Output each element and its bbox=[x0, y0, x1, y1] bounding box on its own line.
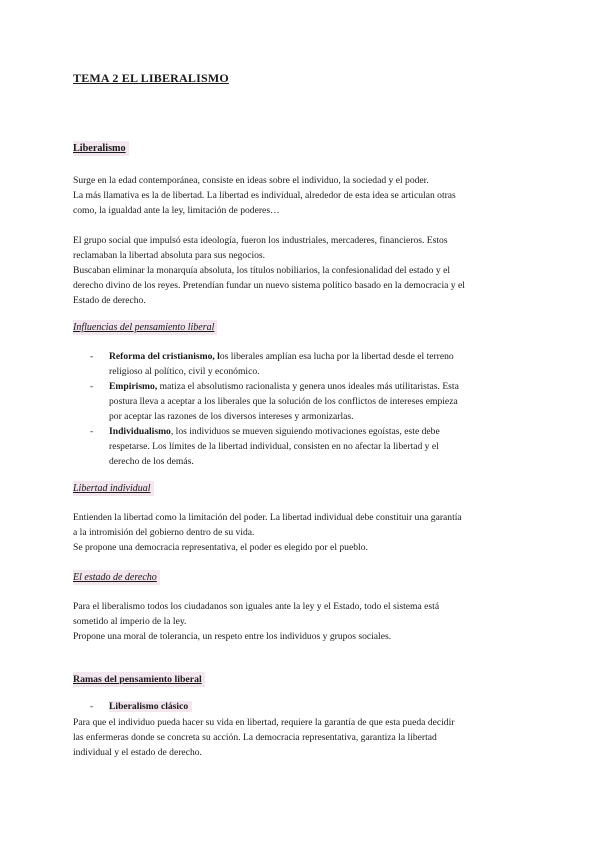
paragraph-ramas bbox=[73, 715, 528, 760]
heading-ramas: Ramas del pensamiento liberal bbox=[73, 672, 205, 687]
text-line: Surge en la edad contemporánea, consiste en ideas sobre el individuo, la sociedad y el poder. bbox=[73, 175, 429, 186]
heading-libertad-individual: Libertad individual bbox=[73, 481, 154, 496]
section-heading-liberalismo bbox=[73, 141, 528, 156]
paragraph-liberalismo-1 bbox=[73, 173, 528, 218]
bullet-text: religioso al político, civil y económico. bbox=[109, 366, 260, 377]
bullet-dash: - bbox=[90, 381, 94, 392]
text-line: Entienden la libertad como la limitación del poder. La libertad individual debe constituir una garantía bbox=[73, 512, 462, 523]
text-line: sometido al imperio de la ley. bbox=[73, 616, 187, 627]
list-item bbox=[90, 349, 530, 379]
bullet-text: postura lleva a aceptar a los liberales que la solución de los conflictos de intereses empieza bbox=[109, 396, 458, 407]
paragraph-liberalismo-2 bbox=[73, 233, 528, 308]
section-heading-libertad bbox=[73, 481, 528, 496]
bullet-term: Reforma del cristianismo, l bbox=[109, 351, 220, 362]
sub-heading-liberalismo-clasico bbox=[90, 699, 530, 714]
bullet-text: derecho de los demás. bbox=[109, 456, 194, 467]
text-line: individual y el estado de derecho. bbox=[73, 747, 202, 758]
section-heading-ramas bbox=[73, 672, 528, 687]
paragraph-libertad bbox=[73, 510, 528, 555]
bullet-term: Individualismo bbox=[109, 426, 171, 437]
paragraph-estado bbox=[73, 599, 528, 644]
list-item bbox=[90, 379, 530, 424]
list-item bbox=[90, 424, 530, 469]
text-line: a la intromisión del gobierno dentro de su vida. bbox=[73, 527, 255, 538]
bullet-text: , los individuos se mueven siguiendo motivaciones egoístas, este debe bbox=[170, 426, 440, 437]
text-line: Propone una moral de tolerancia, un respeto entre los individuos y grupos sociales. bbox=[73, 631, 392, 642]
bullet-text: respetarse. Los límites de la libertad individual, consisten en no afectar la libertad y el bbox=[109, 441, 439, 452]
text-line: Se propone una democracia representativa, el poder es elegido por el pueblo. bbox=[73, 542, 368, 553]
text-line: La más llamativa es la de libertad. La libertad es individual, alrededor de esta idea se articulan otras bbox=[73, 190, 456, 201]
text-line: Buscaban eliminar la monarquía absoluta, los títulos nobiliarios, la confesionalidad del estado y el bbox=[73, 265, 450, 276]
bullet-dash: - bbox=[90, 701, 94, 712]
liberalismo-clasico-label: Liberalismo clásico bbox=[109, 701, 192, 712]
text-line: Estado de derecho. bbox=[73, 295, 146, 306]
text-line: El grupo social que impulsó esta ideología, fueron los industriales, mercaderes, financieros. Estos bbox=[73, 235, 448, 246]
bullet-text: por aceptar las razones de los diversos intereses y armonizarlas. bbox=[109, 411, 354, 422]
text-line: Para que el individuo pueda hacer su vida en libertad, requiere la garantía de que esta pueda decidir bbox=[73, 717, 455, 728]
section-heading-estado bbox=[73, 570, 528, 585]
heading-liberalismo: Liberalismo bbox=[73, 141, 129, 156]
text-line: derecho divino de los reyes. Pretendían fundar un nuevo sistema político basado en la democracia y el bbox=[73, 280, 465, 291]
text-line: Para el liberalismo todos los ciudadanos son iguales ante la ley y el Estado, todo el sistema está bbox=[73, 601, 440, 612]
bullet-text: matiza el absolutismo racionalista y genera unos ideales más utilitaristas. Esta bbox=[157, 381, 459, 392]
heading-estado-de-derecho: El estado de derecho bbox=[73, 570, 160, 585]
text-line: reclamaban la libertad absoluta para sus negocios. bbox=[73, 250, 266, 261]
bullet-dash: - bbox=[90, 351, 94, 362]
text-line: las enfermeras donde se concreta su acción. La democracia representativa, garantiza la libertad bbox=[73, 732, 437, 743]
bullet-term: Empirismo, bbox=[109, 381, 158, 392]
document-title: TEMA 2 EL LIBERALISMO bbox=[73, 71, 229, 85]
text-line: como, la igualdad ante la ley, limitación de poderes… bbox=[73, 205, 280, 216]
influencias-list bbox=[90, 349, 530, 469]
bullet-dash: - bbox=[90, 426, 94, 437]
section-heading-influencias bbox=[73, 320, 528, 335]
bullet-text: os liberales amplían esa lucha por la libertad desde el terreno bbox=[219, 351, 454, 362]
heading-influencias: Influencias del pensamiento liberal bbox=[73, 320, 217, 335]
